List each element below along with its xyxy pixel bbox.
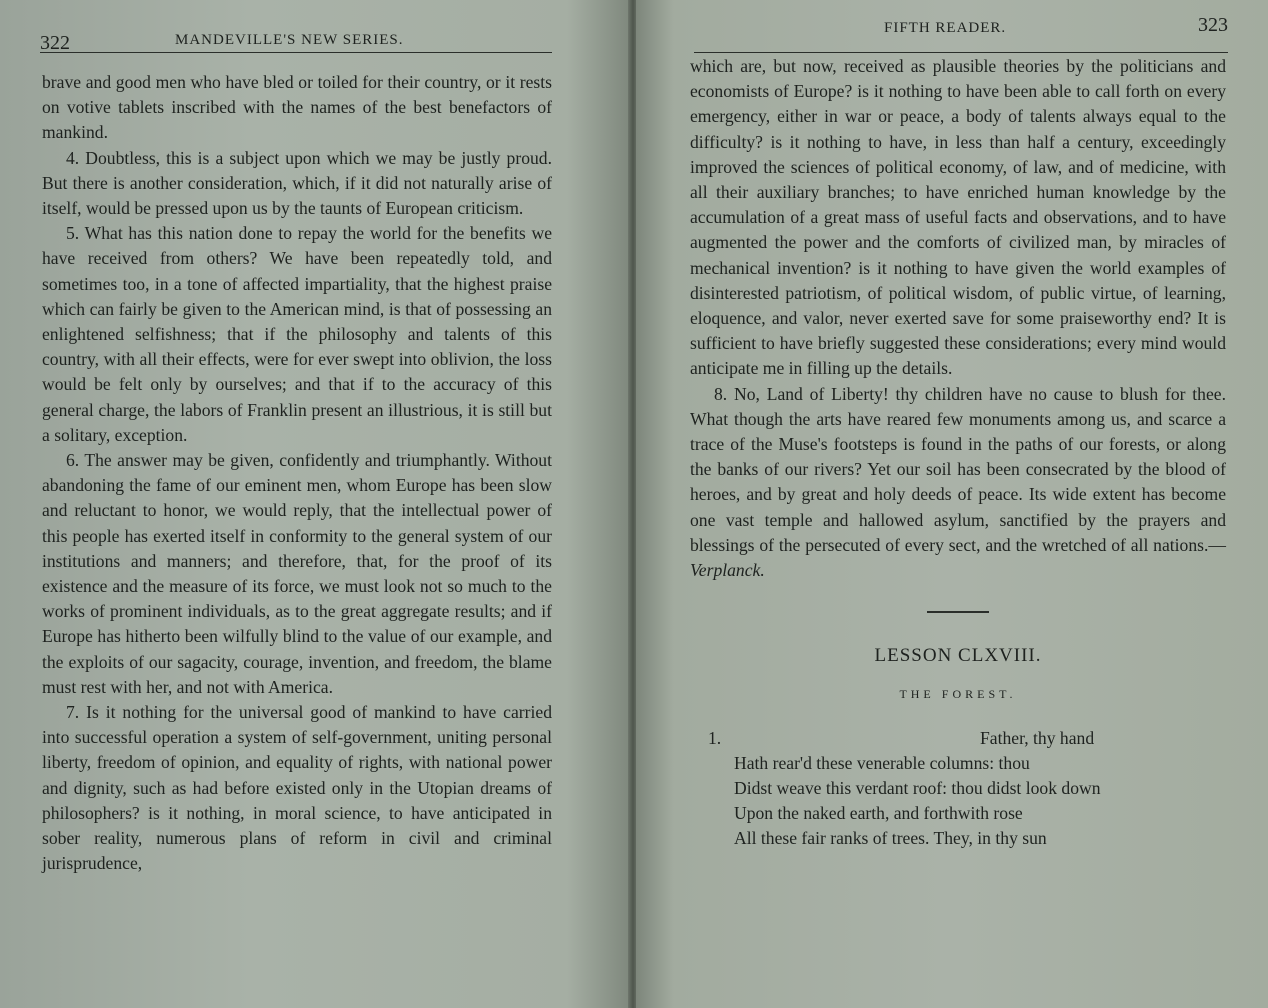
- right-page: [636, 0, 1268, 1008]
- poem-line: Hath rear'd these venerable columns: thou: [734, 752, 1030, 773]
- poem-stanza-number: 1.: [708, 727, 722, 748]
- paragraph: brave and good men who have bled or toiled for their country, or it rests on votive tablets inscribed with the names of the best benefactors of mankind.: [42, 72, 552, 143]
- poem: [690, 726, 1226, 851]
- running-title: MANDEVILLE'S NEW SERIES.: [175, 32, 404, 48]
- left-page: [0, 0, 630, 1008]
- right-text-column: [690, 54, 1226, 851]
- author-attribution: Verplanck.: [690, 560, 765, 581]
- lesson-title: LESSON CLXVIII.: [874, 645, 1042, 667]
- paragraph-7: 7. Is it nothing for the universal good of mankind to have carried into successful operation a system of self-government, uniting personal liberty, freedom of opinion, and equality of rights, with national power and dignity, such as had before existed only in the Utopian dreams of philosophers? is it nothing, in moral science, to have anticipated in sober reality, numerous plans of reform in civil and criminal jurisprudence,: [42, 702, 552, 874]
- left-text-column: [42, 70, 552, 877]
- left-page-header: [40, 14, 552, 53]
- section-divider: [927, 611, 989, 613]
- paragraph-continuation: which are, but now, received as plausible theories by the politicians and economists of Europe? is it nothing to have been able to call forth on every emergency, either in war or peace, a body of talents always equal to the difficulty? is it nothing to have, in less than half a century, exceedingly improved the sciences of political economy, of law, and of medicine, with all their auxiliary branches; to have enriched human knowledge by the accumulation of a great mass of useful facts and observations, and to have augmented the power and the comforts of civilized man, by miracles of mechanical invention? is it nothing to have given the world examples of disinterested patriotism, of political wisdom, of public virtue, of learning, eloquence, and valor, never exerted save for some praiseworthy end? It is sufficient to have briefly suggested these considerations; every mind would anticipate me in filling up the details.: [690, 56, 1226, 379]
- page-number: 322: [40, 32, 70, 54]
- right-page-header: [694, 14, 1228, 53]
- paragraph-6: 6. The answer may be given, confidently and triumphantly. Without abandoning the fame of our eminent men, whom Europe has been slow and reluctant to honor, we would reply, that the intellectual power of this people has exerted itself in conformity to the general system of our institutions and manners; and therefore, that, for the proof of its existence and the measure of its force, we must look not so much to the works of prominent individuals, as to the great aggregate results; and if Europe has hitherto been wilfully blind to the value of our example, and the exploits of our sagacity, courage, invention, and freedom, the blame must rest with her, and not with America.: [42, 450, 552, 697]
- paragraph-8-text: 8. No, Land of Liberty! thy children have no cause to blush for thee. What though the arts have reared few monuments among us, and scarce a trace of the Muse's footsteps is found in the paths of our forests, or along the banks of our rivers? Yet our soil has been consecrated by the blood of heroes, and by great and holy deeds of peace. Its wide extent has become one vast temple and hallowed asylum, sanctified by the prayers and blessings of the persecuted of every sect, and the wretched of all nations.—: [690, 383, 1226, 555]
- poem-line: Father, thy hand: [980, 727, 1095, 748]
- poem-line: Didst weave this verdant roof: thou didst look down: [734, 777, 1101, 798]
- running-title: FIFTH READER.: [884, 20, 1007, 36]
- page-number: 323: [1198, 14, 1228, 36]
- paragraph-4: 4. Doubtless, this is a subject upon which we may be justly proud. But there is another consideration, which, if it did not naturally arise of itself, would be pressed upon us by the taunts of European criticism.: [42, 147, 552, 219]
- poem-line: All these fair ranks of trees. They, in thy sun: [734, 827, 1047, 848]
- paragraph-5: 5. What has this nation done to repay the world for the benefits we have received from others? We have been repeatedly told, and sometimes too, in a tone of affected impartiality, that the highest praise which can fairly be given to the American mind, is that of possessing an enlightened selfishness; that if the philosophy and talents of this country, with all their effects, were for ever swept into oblivion, the loss would be felt only by ourselves; and that if to the accuracy of this general charge, the labors of Franklin present an illustrious, it is still but a solitary, exception.: [42, 223, 552, 445]
- lesson-subtitle: THE FOREST.: [899, 687, 1017, 702]
- paragraph-8: [690, 382, 1226, 584]
- poem-line: Upon the naked earth, and forthwith rose: [734, 802, 1023, 823]
